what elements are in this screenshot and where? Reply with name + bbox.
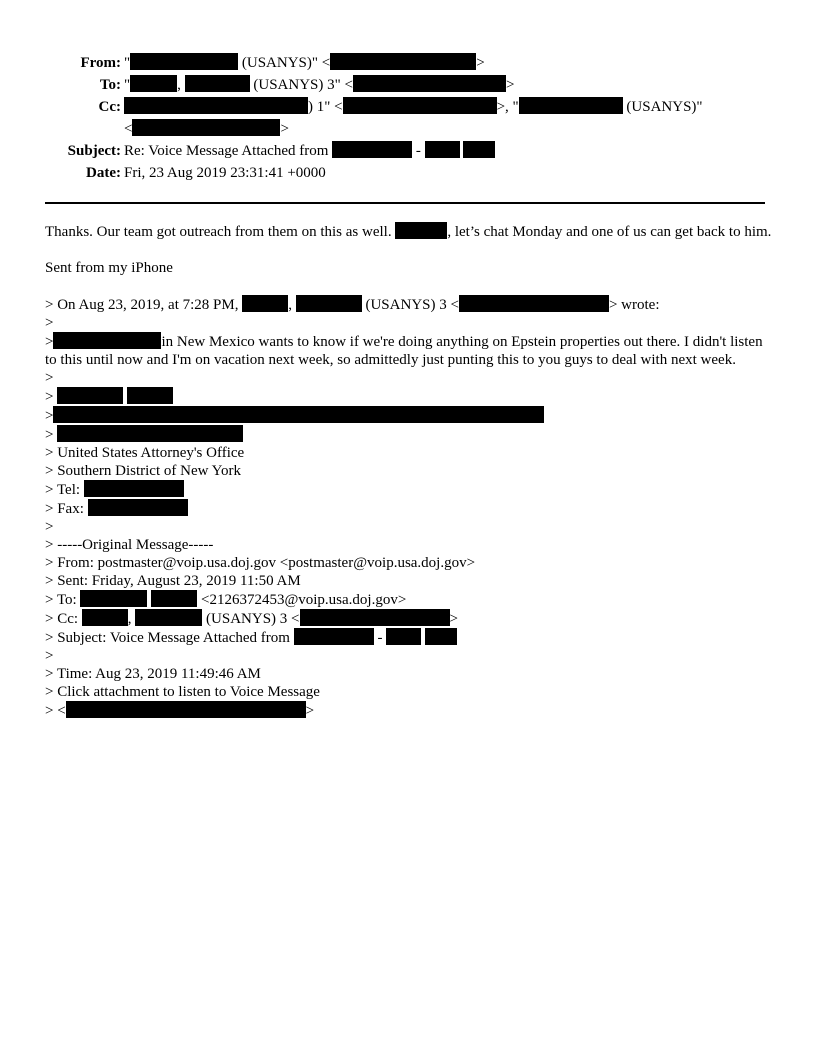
voicemail-time: > Time: Aug 23, 2019 11:49:46 AM	[45, 666, 261, 682]
email-body	[45, 222, 773, 720]
redaction	[57, 425, 243, 442]
cc-row-continued	[0, 118, 816, 140]
redaction	[395, 222, 447, 239]
signature: Sent from my iPhone	[45, 260, 173, 276]
redaction	[242, 295, 288, 312]
redaction	[151, 590, 197, 607]
subject-label: Subject:	[67, 143, 121, 159]
redaction	[294, 628, 374, 645]
cc-row	[0, 96, 816, 118]
to-row	[0, 74, 816, 96]
quote-redacted-unit: >	[45, 425, 773, 444]
original-message-separator: > -----Original Message-----	[45, 537, 214, 553]
redaction	[84, 480, 184, 497]
quote-line: >	[45, 519, 54, 535]
redaction	[127, 387, 173, 404]
redaction	[82, 609, 128, 626]
to-label: To:	[99, 77, 121, 93]
redaction	[386, 628, 421, 645]
redaction	[88, 499, 188, 516]
redaction	[425, 141, 460, 158]
original-cc: > Cc: , (USANYS) 3 < >	[45, 611, 458, 627]
from-row	[0, 52, 816, 74]
subject-value: Re: Voice Message Attached from -	[124, 140, 495, 162]
voicemail-instruction: > Click attachment to listen to Voice Message	[45, 684, 320, 700]
voicemail-attachment-link: > < >	[45, 703, 315, 719]
redaction	[519, 97, 623, 114]
original-sent: > Sent: Friday, August 23, 2019 11:50 AM	[45, 573, 301, 589]
quote-redacted-name: >	[45, 387, 773, 406]
subject-row	[0, 140, 816, 162]
cc-label: Cc:	[98, 99, 121, 115]
redaction	[80, 590, 147, 607]
quote-redacted-title: >	[45, 406, 773, 425]
redaction	[463, 141, 495, 158]
redaction	[296, 295, 362, 312]
quote-tel: > Tel:	[45, 480, 773, 499]
redaction	[135, 609, 202, 626]
redaction	[130, 53, 238, 70]
redaction	[53, 406, 544, 423]
email-header	[0, 52, 816, 184]
to-value: " , (USANYS) 3" < >	[124, 77, 515, 93]
reply-text: Thanks. Our team got outreach from them on this as well. , let’s chat Monday and one of us can get back to him.	[45, 224, 772, 240]
from-value: " (USANYS)" < >	[124, 55, 485, 71]
quote-fax: > Fax:	[45, 499, 773, 518]
redaction	[130, 75, 177, 92]
redaction	[459, 295, 609, 312]
cc-value-continued: < >	[124, 121, 289, 137]
redaction	[124, 97, 308, 114]
from-label: From:	[80, 55, 121, 71]
date-label: Date:	[86, 165, 121, 181]
original-subject: > Subject: Voice Message Attached from -	[45, 628, 773, 647]
redaction	[300, 609, 450, 626]
quote-line: >	[45, 370, 54, 386]
header-divider	[45, 202, 765, 204]
redaction	[343, 97, 497, 114]
cc-value: ) 1" < >, " (USANYS)"	[124, 96, 703, 118]
date-value: Fri, 23 Aug 2019 23:31:41 +0000	[124, 165, 326, 181]
redaction	[425, 628, 457, 645]
quote-attribution: > On Aug 23, 2019, at 7:28 PM, , (USANYS) 3 < > wrote:	[45, 297, 660, 313]
original-to: > To: <2126372453@voip.usa.doj.gov>	[45, 592, 407, 608]
redaction	[57, 387, 123, 404]
quoted-message: > in New Mexico wants to know if we're doing anything on Epstein properties out there. I didn't listen to this until now and I'm on vacation next week, so admittedly just punting this to you guys to deal with next week.	[45, 334, 763, 368]
redaction	[66, 701, 306, 718]
quote-district: > Southern District of New York	[45, 463, 241, 479]
date-row	[0, 162, 816, 184]
redaction	[132, 119, 280, 136]
quote-office: > United States Attorney's Office	[45, 445, 245, 461]
redaction	[330, 53, 476, 70]
redaction	[353, 75, 506, 92]
redaction	[185, 75, 250, 92]
redaction	[53, 332, 161, 349]
quote-line: >	[45, 648, 54, 664]
redaction	[332, 141, 412, 158]
quote-line: >	[45, 315, 54, 331]
original-from: > From: postmaster@voip.usa.doj.gov <postmaster@voip.usa.doj.gov>	[45, 555, 476, 571]
